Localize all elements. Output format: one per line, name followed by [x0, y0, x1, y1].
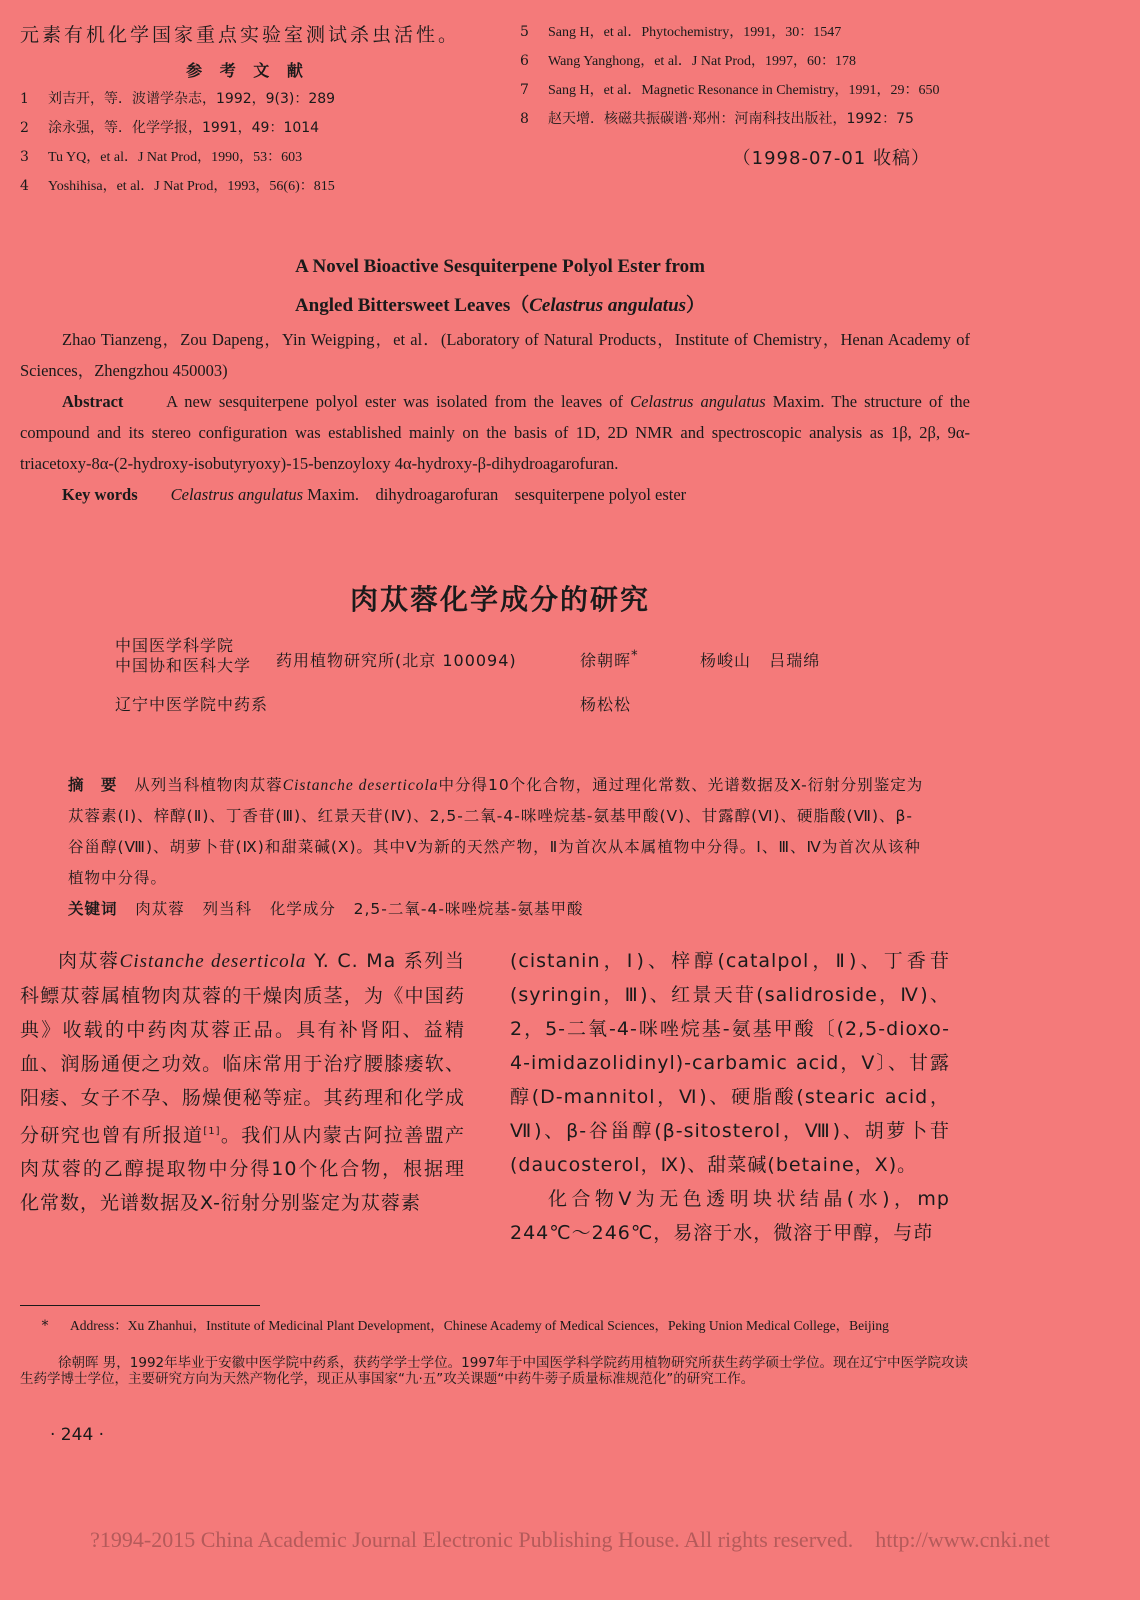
chinese-keywords-label: 关键词: [68, 900, 118, 918]
footnote-star: *: [41, 1318, 49, 1334]
body-paragraph: (cistanin，Ⅰ)、梓醇(catalpol，Ⅱ)、丁香苷(syringin，Ⅲ)、红景天苷(salidroside，Ⅳ)、2，5-二氧-4-咪唑烷基-氨基甲酸〔(2,5-dioxo-4-imidazolidinyl)-carbamic acid，Ⅴ〕、甘露醇(D-mannitol，Ⅵ)、硬脂酸(stearic acid，Ⅶ)、β-谷甾醇(β-sitosterol，Ⅷ)、胡萝卜苷(daucosterol，Ⅸ)、甜菜碱(betaine，Ⅹ)。: [510, 950, 950, 1176]
affiliation-2: 辽宁中医学院中药系: [115, 695, 269, 714]
reference-text: 刘吉开，等．波谱学杂志，1992，9(3)：289: [48, 91, 336, 107]
body-right-column: [510, 944, 950, 1250]
english-title-post: ）: [686, 295, 706, 316]
reference-item: [20, 143, 475, 172]
reference-number: 7: [520, 82, 529, 98]
reference-item: [520, 18, 970, 47]
reference-number: 5: [520, 24, 529, 40]
chinese-keywords: [68, 894, 928, 925]
footnote-address: [20, 1318, 968, 1334]
reference-number: 6: [520, 53, 529, 69]
top-right-column: [520, 18, 970, 170]
english-authors: Zhao Tianzeng，Zou Dapeng，Yin Weigping，et al．(Laboratory of Natural Products，Institute of Chemistry，Henan Academy of Sciences，Zhengzhou 450003): [20, 330, 970, 380]
english-abstract: [20, 386, 970, 479]
reference-item: [20, 172, 475, 201]
received-date: （1998-07-01 收稿）: [732, 148, 930, 169]
reference-item: [520, 76, 970, 105]
author-mark: *: [631, 648, 639, 664]
keywords-label: Key words: [62, 485, 138, 504]
reference-number: 8: [520, 111, 529, 127]
reference-number: 1: [20, 91, 29, 107]
affiliation-inst-2: 中国协和医科大学: [115, 656, 252, 675]
english-title-pre: Angled Bittersweet Leaves（: [294, 295, 530, 316]
reference-text: 赵天增．核磁共振碳谱·郑州：河南科技出版社，1992：75: [548, 111, 914, 127]
body-left-column: [20, 944, 465, 1220]
affiliation-dept: 药用植物研究所(北京 100094): [276, 651, 517, 670]
top-left-column: [20, 18, 475, 201]
body-text: 肉苁蓉: [58, 950, 120, 972]
reference-item: [520, 105, 970, 134]
references-heading: 参 考 文 献: [186, 61, 309, 80]
body-latin: Cistanche deserticola: [119, 951, 307, 972]
body-paragraph: 化合物Ⅴ为无色透明块状结晶(水)，mp 244℃～246℃，易溶于水，微溶于甲醇，与茚: [510, 1188, 950, 1244]
chinese-abstract: [68, 770, 928, 925]
reference-text: 涂永强，等．化学学报，1991，49：1014: [48, 120, 320, 136]
reference-item: [520, 47, 970, 76]
author-main: [580, 648, 639, 671]
abstract-latin: Cistanche deserticola: [282, 777, 439, 794]
body-paragraph: [20, 944, 465, 1220]
affiliation-institutions: [115, 636, 251, 676]
keywords-rest: Maxim. dihydroagarofuran sesquiterpene polyol ester: [307, 485, 687, 504]
author-3: 杨松松: [580, 695, 632, 714]
footnote-address-text: Address：Xu Zhanhui，Institute of Medicinal Plant Development，Chinese Academy of Medical Sciences，Peking Union Medical College，Beijing: [70, 1318, 889, 1333]
page-number: · 244 ·: [50, 1425, 105, 1445]
reference-number: 3: [20, 149, 29, 165]
reference-text: Wang Yanghong，et al．J Nat Prod，1997，60：178: [548, 54, 857, 69]
body-text: Y. C. Ma 系列当科鳔苁蓉属植物肉苁蓉的干燥肉质茎，为《中国药典》收载的中药肉苁蓉正品。具有补肾阳、益精血、润肠通便之功效。临床常用于治疗腰膝痿软、阳痿、女子不孕、肠燥便秘等症。其药理和化学成分研究也曾有所报道: [20, 950, 465, 1147]
abstract-pre: 从列当科植物肉苁蓉: [134, 776, 283, 794]
reference-item: [20, 114, 475, 143]
body-text: 。我们从内蒙古阿拉善盟产肉苁蓉的乙醇提取物中分得10个化合物，根据理化常数，光谱数据及X-衍射分别鉴定为苁蓉素: [20, 1124, 465, 1215]
chinese-abstract-text: [68, 770, 928, 894]
chinese-keywords-text: 肉苁蓉 列当科 化学成分 2,5-二氧-4-咪唑烷基-氨基甲酸: [135, 900, 584, 918]
author-name: 徐朝晖: [580, 651, 632, 670]
english-title-line-1: A Novel Bioactive Sesquiterpene Polyol Ester from: [295, 256, 705, 277]
reference-number: 4: [20, 178, 29, 194]
english-abstract-block: [20, 324, 970, 510]
watermark: ?1994-2015 China Academic Journal Electronic Publishing House. All rights reserved. http://www.cnki.net: [90, 1527, 1050, 1552]
abstract-post: 中分得10个化合物，通过理化常数、光谱数据及X-衍射分别鉴定为苁蓉素(Ⅰ)、梓醇(Ⅱ)、丁香苷(Ⅲ)、红景天苷(Ⅳ)、2,5-二氧-4-咪唑烷基-氨基甲酸(Ⅴ)、甘露醇(Ⅵ)、硬脂酸(Ⅶ)、β-谷甾醇(Ⅷ)、胡萝卜苷(Ⅸ)和甜菜碱(Ⅹ)。其中Ⅴ为新的天然产物，Ⅱ为首次从本属植物中分得。Ⅰ、Ⅲ、Ⅳ为首次从该种植物中分得。: [68, 776, 924, 887]
keywords-species: Celastrus angulatus: [170, 485, 304, 504]
reference-text: Sang H，et al．Phytochemistry，1991，30：1547: [548, 25, 842, 40]
reference-text: Sang H，et al．Magnetic Resonance in Chemistry，1991，29：650: [548, 83, 940, 98]
chinese-abstract-label: 摘 要: [68, 776, 123, 794]
english-title-line-2: [20, 290, 980, 317]
coauthors: 杨峻山 吕瑞绵: [700, 651, 821, 670]
article-title: 肉苁蓉化学成分的研究: [349, 583, 650, 616]
previous-article-continuation: 元素有机化学国家重点实验室测试杀虫活性。: [20, 24, 461, 46]
reference-text: Yoshihisa，et al．J Nat Prod，1993，56(6)：815: [48, 179, 335, 194]
abstract-species: Celastrus angulatus: [630, 392, 766, 411]
english-title-species: Celastrus angulatus: [529, 295, 687, 316]
reference-text: Tu YQ，et al．J Nat Prod，1990，53：603: [48, 150, 303, 165]
reference-item: [20, 85, 475, 114]
abstract-text-post: Maxim. The structure of the compound and its stereo configuration was established mainly on the basis of 1D, 2D NMR and spectroscopic analysis as 1β, 2β, 9α-triacetoxy-8α-(2-hydroxy-isobutyryoxy)-15-benzoyloxy 4α-hydroxy-β-dihydroagarofuran.: [20, 392, 970, 473]
footnote-divider: [20, 1305, 260, 1306]
citation: [1]: [203, 1126, 221, 1137]
footnote-bio: 徐朝晖 男，1992年毕业于安徽中医学院中药系，获药学学士学位。1997年于中国医学科学院药用植物研究所获生药学硕士学位。现在辽宁中医学院攻读生药学博士学位，主要研究方向为天然产物化学，现正从事国家“九·五”攻关课题“中药牛蒡子质量标准规范化”的研究工作。: [20, 1355, 969, 1387]
abstract-label: Abstract: [62, 392, 124, 411]
abstract-text-pre: A new sesquiterpene polyol ester was isolated from the leaves of: [166, 392, 631, 411]
english-keywords: [20, 479, 970, 510]
affiliation-inst-1: 中国医学科学院: [115, 636, 235, 655]
reference-number: 2: [20, 120, 29, 136]
